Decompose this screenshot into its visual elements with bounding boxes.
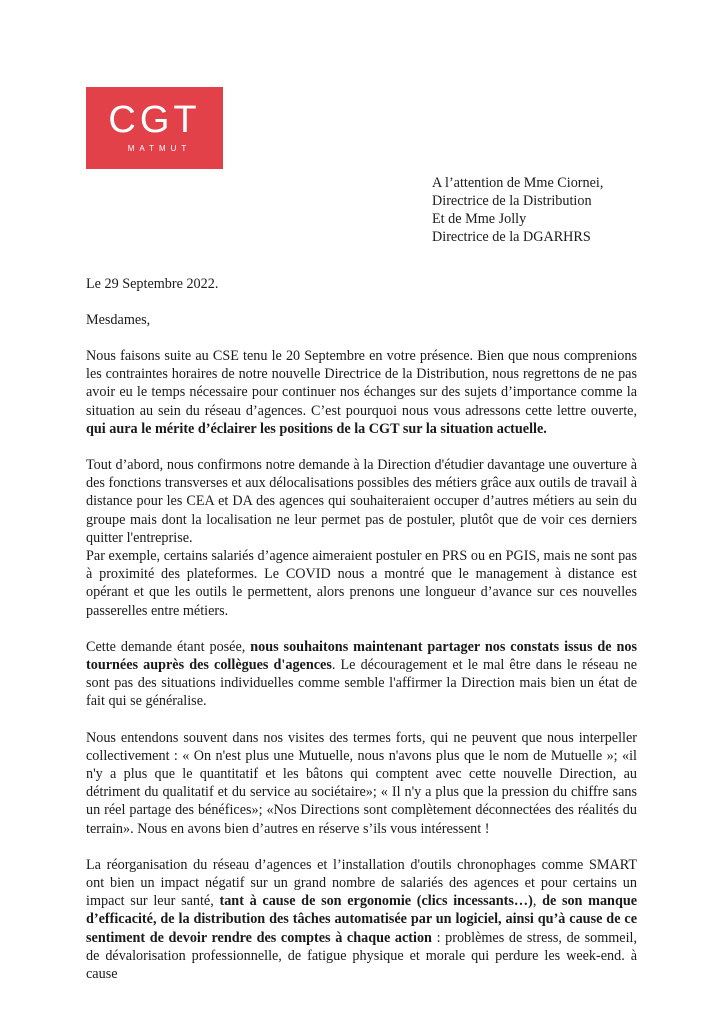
logo-subtitle: MATMUT: [127, 144, 192, 153]
body-paragraph: [86, 729, 637, 838]
bold-text-segment: de son manque d’efficacité, de la distribution des tâches automatisée par un logiciel, ainsi qu’à cause de ce sentiment de devoir rendre des comptes à chaque action: [86, 893, 638, 946]
address-line: Directrice de la Distribution: [432, 193, 592, 209]
bold-text-segment: nous souhaitons maintenant partager nos constats issus de nos tournées auprès des collègues d'agences: [86, 638, 637, 674]
text-segment: Cette demande étant posée,: [86, 638, 251, 655]
body-paragraph: [86, 856, 637, 983]
address-line: Et de Mme Jolly: [432, 211, 527, 227]
address-line: A l’attention de Mme Ciornei,: [432, 175, 604, 191]
text-segment: Nous faisons suite au CSE tenu le 20 Septembre en votre présence. Bien que nous comprenions les contraintes horaires de notre nouvelle Directrice de la Distribution, nous regrettons de ne pas avoir eu le temps nécessaire pour continuer nos échanges sur des sujets d’importance comme la situation au sein du réseau d’agences. C’est pourquoi nous vous adressons cette lettre ouverte,: [86, 348, 637, 419]
body-paragraph: [86, 456, 637, 547]
bold-text-segment: qui aura le mérite d’éclairer les positions de la CGT sur la situation actuelle.: [86, 420, 547, 437]
salutation: Mesdames,: [86, 312, 151, 328]
body-paragraph: [86, 638, 637, 711]
body-paragraph: [86, 547, 637, 620]
text-segment: ,: [532, 893, 543, 910]
text-segment: Nous entendons souvent dans nos visites des termes forts, qui ne peuvent que nous interpeller collectivement : « On n'est plus une Mutuelle, nous n'avons plus que le nom de Mutuelle »; «il n'y a plus que le quantitatif et les bâtons qui comptent avec cette nouvelle Direction, au détriment du qualitatif et du service au sociétaire»; « Il n'y a plus que la pression du chiffre sans un réel partage des bénéfices»; «Nos Directions sont complètement déconnectées des réalités du terrain». Nous en avons bien d’autres en réserve s’ils vous intéressent !: [86, 729, 637, 837]
text-segment: Tout d’abord, nous confirmons notre demande à la Direction d'étudier davantage une ouverture à des fonctions transverses et aux délocalisations possibles des métiers grâce aux outils de travail à distance pour les CEA et DA des agences qui souhaiteraient occuper d’autres métiers au sein du groupe mais dont la localisation ne leur permet pas de postuler, plutôt que de voir ces derniers quitter l'entreprise.: [86, 457, 637, 546]
letter-body: [86, 347, 637, 983]
text-segment: . Le découragement et le mal être dans le réseau ne sont pas des situations individuelles comme semble l'affirmer la Direction mais bien un état de fait qui se généralise.: [86, 657, 637, 710]
letter-date: Le 29 Septembre 2022.: [86, 276, 219, 292]
body-paragraph: [86, 347, 637, 438]
logo-title: CGT: [108, 99, 201, 141]
text-segment: : problèmes de stress, de sommeil, de dévalorisation professionnelle, de fatigue physique et morale qui perdure les week-end. à cause: [86, 929, 638, 983]
address-line: Directrice de la DGARHRS: [432, 229, 591, 245]
recipient-address: [432, 174, 603, 246]
text-segment: Par exemple, certains salariés d’agence aimeraient postuler en PRS ou en PGIS, mais ne sont pas à proximité des plateformes. Le COVID nous a montré que le management à distance est opérant et que les outils le permettent, alors prenons une longueur d’avance sur ces nouvelles passerelles entre métiers.: [86, 548, 637, 619]
cgt-matmut-logo: [86, 87, 223, 169]
bold-text-segment: tant à cause de son ergonomie (clics incessants…): [219, 893, 533, 910]
text-segment: La réorganisation du réseau d’agences et l’installation d'outils chronophages comme SMART ont bien un impact négatif sur un grand nombre de salariés des agences et pour certains un impact sur leur santé,: [86, 856, 637, 910]
